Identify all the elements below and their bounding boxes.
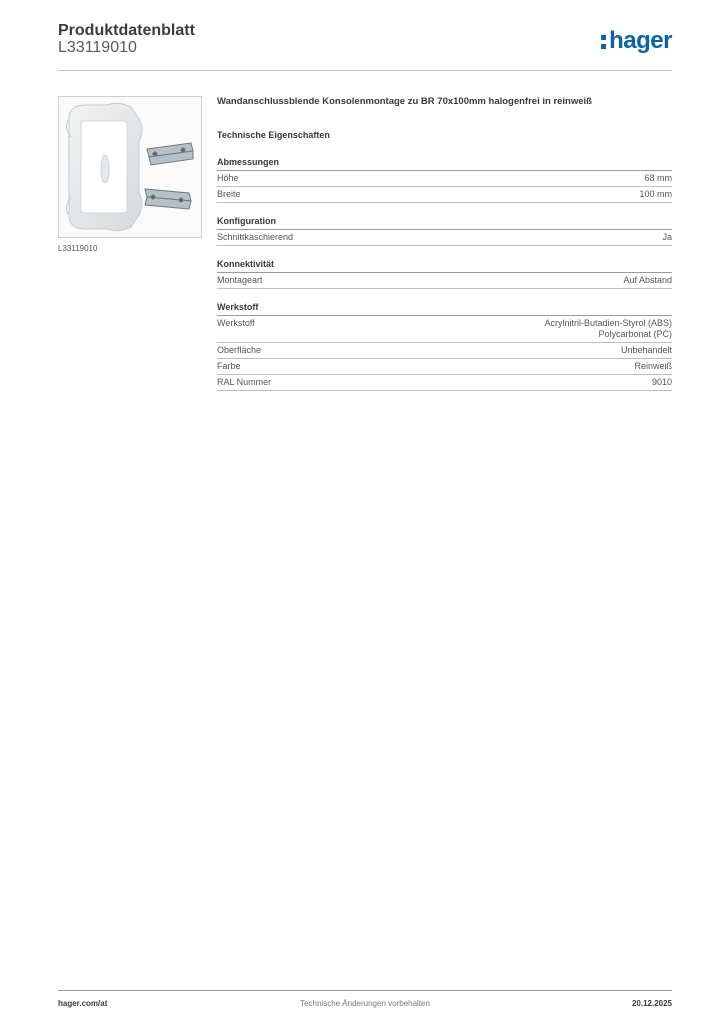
spec-label: Breite	[217, 189, 241, 199]
spec-value-line: Polycarbonat (PC)	[598, 329, 672, 339]
section-title: Abmessungen	[217, 156, 672, 171]
footer-website-link[interactable]: hager.com/at	[58, 999, 108, 1008]
spec-row	[217, 273, 672, 289]
spec-label: Höhe	[217, 173, 239, 183]
spec-value: Reinweiß	[634, 361, 672, 371]
spec-label: Montageart	[217, 275, 263, 285]
spec-value: Unbehandelt	[620, 345, 672, 355]
logo-dots-icon	[601, 33, 607, 49]
spec-row	[217, 375, 672, 391]
footer-notice: Technische Änderungen vorbehalten	[300, 999, 430, 1008]
spec-label: Schnittkaschierend	[217, 232, 294, 242]
spec-row	[217, 316, 672, 343]
spec-row	[217, 343, 672, 359]
spec-row	[217, 359, 672, 375]
spec-value: Ja	[662, 232, 672, 242]
product-description: Wandanschlussblende Konsolenmontage zu BR 70x100mm halogenfrei in reinweiß	[217, 96, 592, 107]
logo-text: hager	[609, 27, 672, 54]
page-title: Produktdatenblatt	[58, 22, 195, 39]
section-title: Konfiguration	[217, 215, 672, 230]
spec-label: RAL Nummer	[217, 377, 272, 387]
product-code: L33119010	[58, 39, 137, 56]
section-abmessungen	[217, 156, 672, 203]
section-title: Konnektivität	[217, 258, 672, 273]
spec-label: Farbe	[217, 361, 241, 371]
section-konnektivitaet	[217, 258, 672, 289]
tech-heading: Technische Eigenschaften	[217, 130, 330, 140]
spec-value: 9010	[651, 377, 672, 387]
image-caption: L33119010	[58, 244, 98, 253]
product-image	[58, 96, 202, 238]
page-header	[58, 20, 672, 71]
spec-row	[217, 171, 672, 187]
section-werkstoff	[217, 301, 672, 391]
page-footer	[58, 990, 672, 1015]
product-illustration-icon	[59, 97, 201, 237]
spec-value: Auf Abstand	[623, 275, 672, 285]
spec-row	[217, 230, 672, 246]
spec-value	[544, 318, 672, 340]
spec-value-line: Acrylnitril-Butadien-Styrol (ABS)	[544, 318, 672, 328]
spec-row	[217, 187, 672, 203]
spec-value: 68 mm	[644, 173, 672, 183]
spec-label: Oberfläche	[217, 345, 262, 355]
section-konfiguration	[217, 215, 672, 246]
hager-logo	[601, 29, 672, 53]
footer-date: 20.12.2025	[631, 999, 672, 1008]
spec-label: Werkstoff	[217, 318, 255, 328]
spec-content	[217, 96, 672, 391]
spec-value: 100 mm	[639, 189, 672, 199]
section-title: Werkstoff	[217, 301, 672, 316]
